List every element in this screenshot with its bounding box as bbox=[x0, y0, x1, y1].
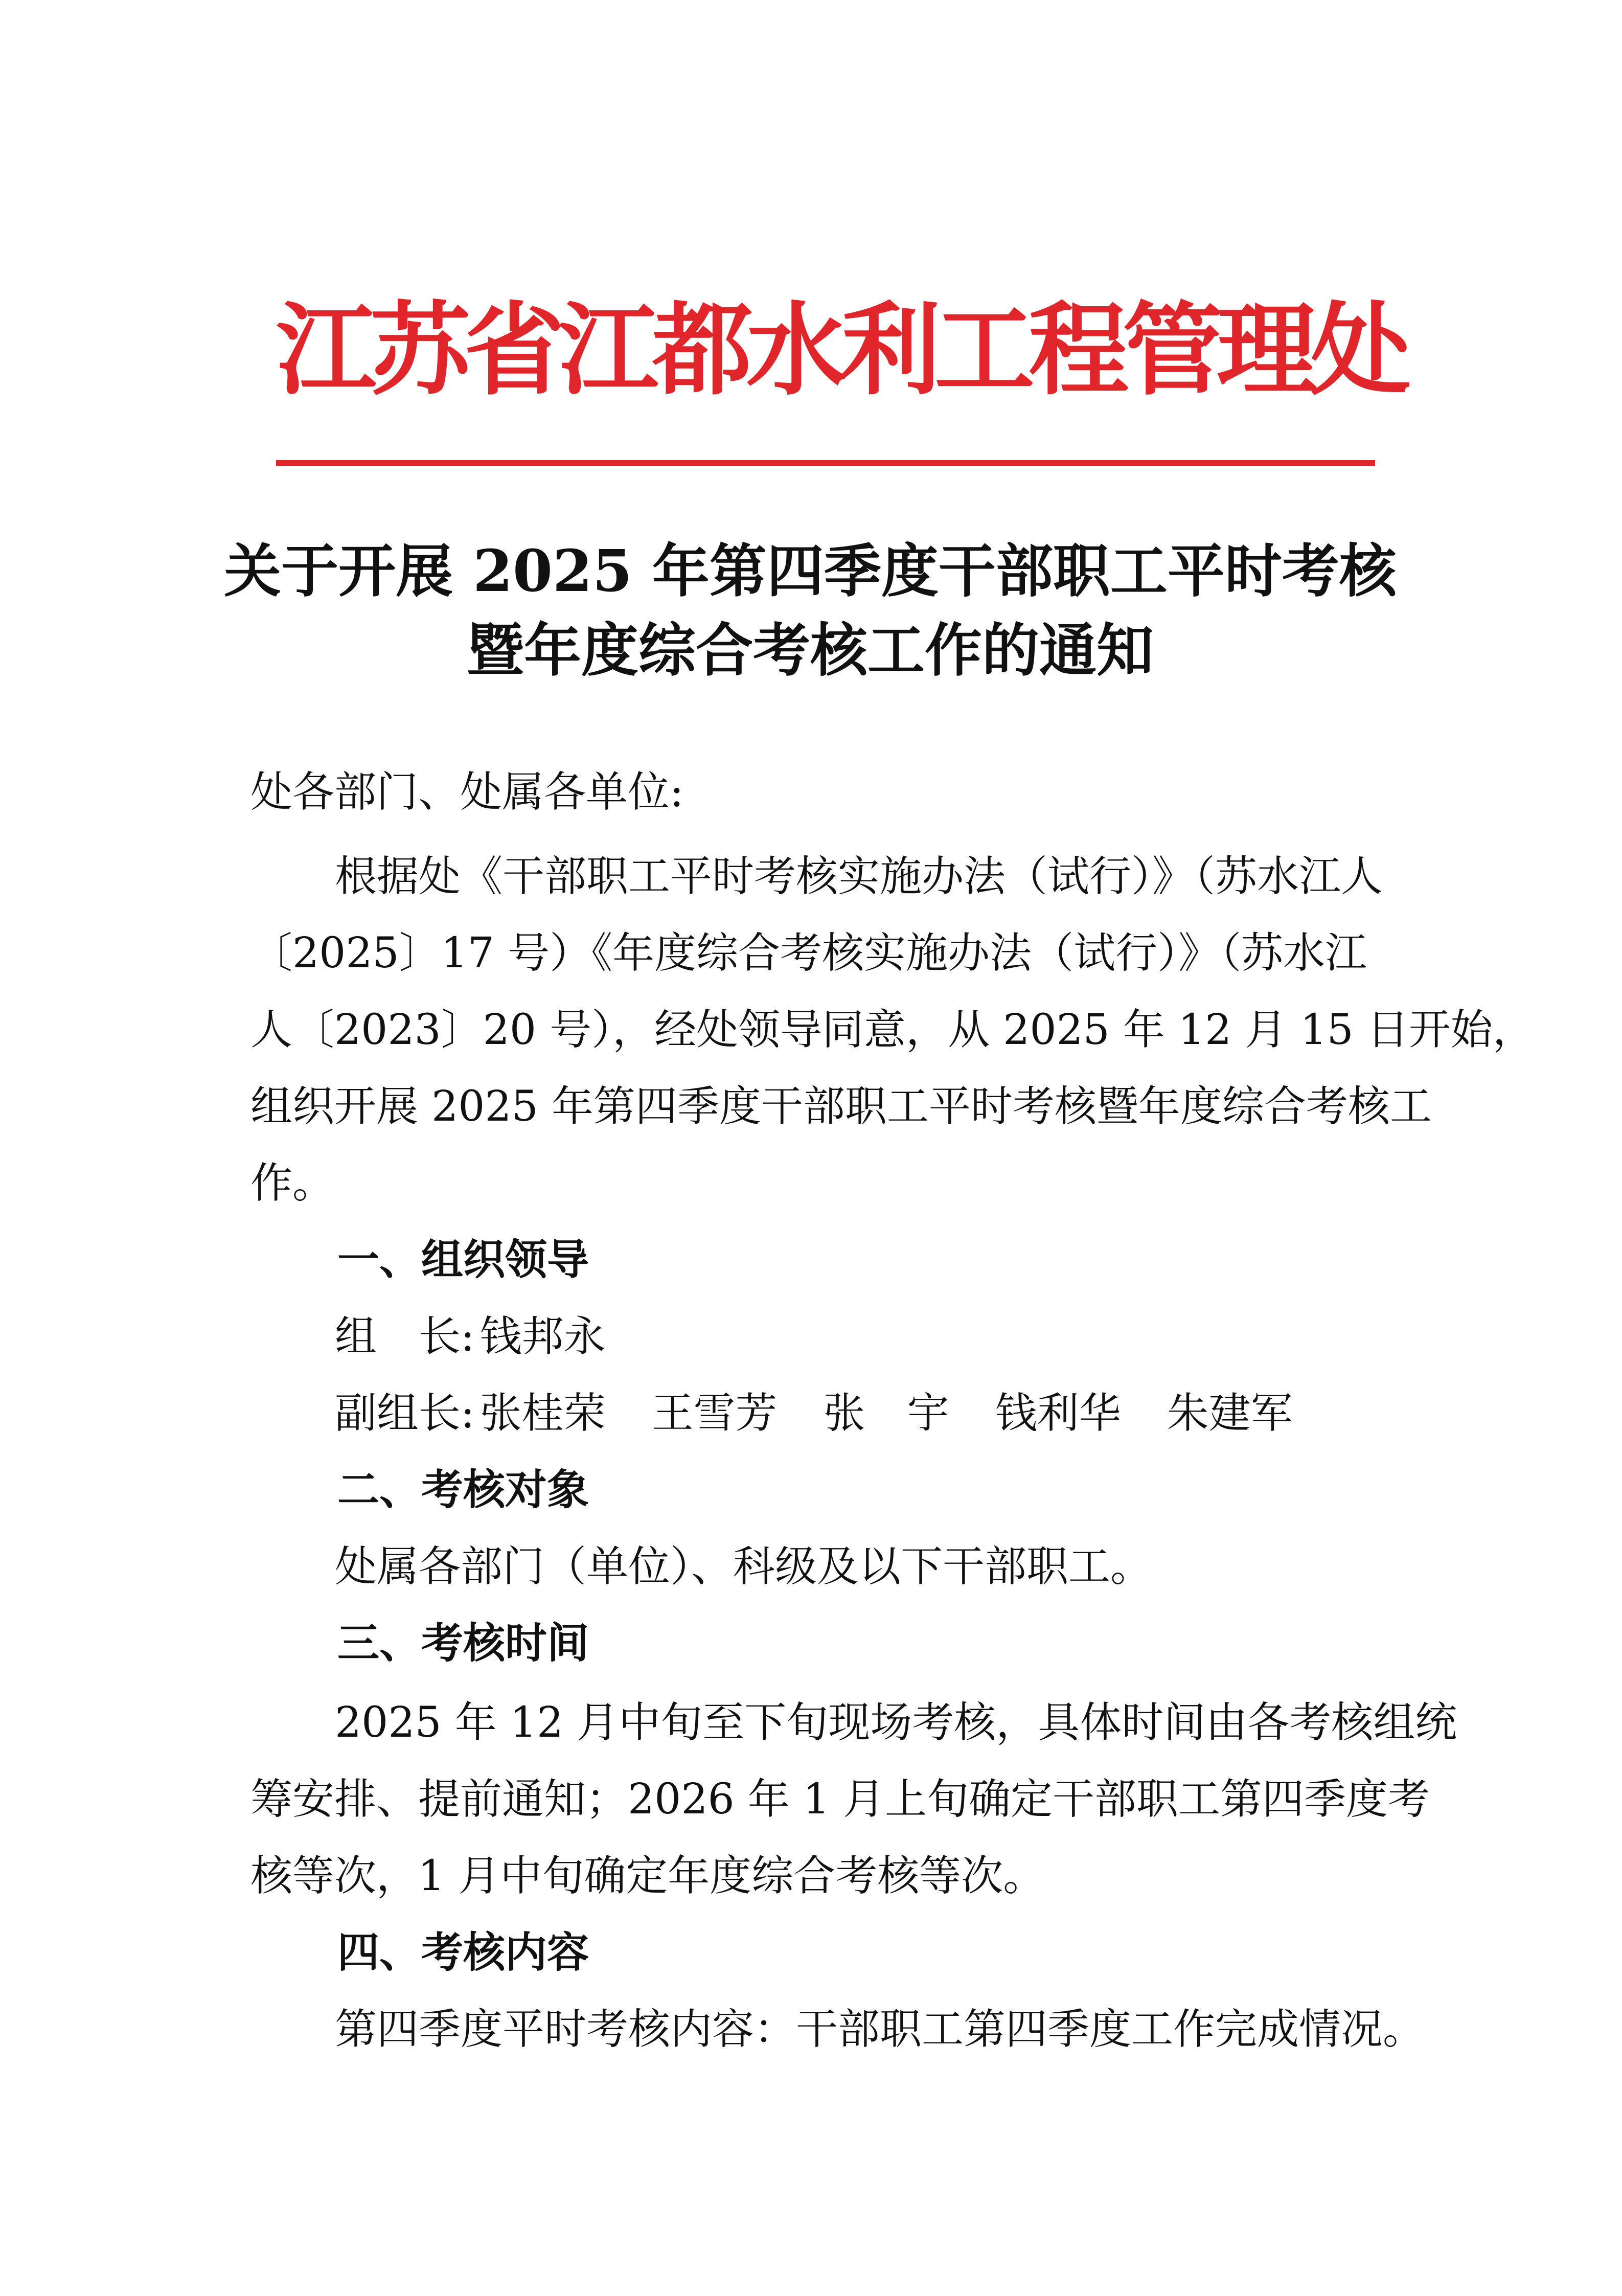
intro-line-2: 〔2025〕17 号）《年度综合考核实施办法（试行）》（苏水江 bbox=[250, 929, 1367, 977]
section-2-text: 处属各部门（单位）、科级及以下干部职工。 bbox=[335, 1542, 1153, 1591]
section-3-heading: 三、考核时间 bbox=[337, 1619, 589, 1668]
leader-name: 钱邦永 bbox=[479, 1312, 606, 1361]
intro-line-4: 组织开展 2025 年第四季度干部职工平时考核暨年度综合考核工 bbox=[250, 1082, 1432, 1131]
section-3-line-1: 2025 年 12 月中旬至下旬现场考核，具体时间由各考核组统 bbox=[335, 1698, 1457, 1747]
section-2-heading: 二、考核对象 bbox=[337, 1466, 589, 1514]
deputy-name: 张 宇 bbox=[823, 1389, 949, 1438]
title-line-1: 关于开展 2025 年第四季度干部职工平时考核 bbox=[224, 538, 1397, 605]
leader-label: 组 长: bbox=[335, 1312, 475, 1361]
title-line-2: 暨年度综合考核工作的通知 bbox=[467, 617, 1154, 684]
deputy-name: 朱建军 bbox=[1167, 1389, 1293, 1438]
deputy-name: 钱利华 bbox=[995, 1389, 1121, 1438]
deputy-row bbox=[335, 1388, 1293, 1439]
section-1-heading: 一、组织领导 bbox=[337, 1236, 589, 1284]
leader-row bbox=[335, 1311, 606, 1362]
addressee: 处各部门、处属各单位: bbox=[250, 768, 684, 816]
section-4-text: 第四季度平时考核内容：干部职工第四季度工作完成情况。 bbox=[335, 2005, 1425, 2054]
intro-line-3: 人〔2023〕20 号），经处领导同意，从 2025 年 12 月 15 日开始， bbox=[250, 1006, 1535, 1054]
section-3-line-3: 核等次，1 月中旬确定年度综合考核等次。 bbox=[250, 1852, 1045, 1900]
intro-line-5: 作。 bbox=[250, 1159, 335, 1208]
section-4-heading: 四、考核内容 bbox=[337, 1928, 589, 1977]
organization-header: 江苏省江都水利工程管理处 bbox=[276, 291, 1405, 409]
header-red-rule bbox=[276, 460, 1375, 466]
intro-line-1: 根据处《干部职工平时考核实施办法（试行）》（苏水江人 bbox=[335, 852, 1383, 901]
deputy-name: 张桂荣 bbox=[479, 1389, 606, 1438]
deputy-name: 王雪芳 bbox=[651, 1389, 778, 1438]
document-title bbox=[204, 532, 1416, 690]
section-3-line-2: 筹安排、提前通知；2026 年 1 月上旬确定干部职工第四季度考 bbox=[250, 1775, 1430, 1824]
deputy-label: 副组长: bbox=[335, 1389, 475, 1438]
